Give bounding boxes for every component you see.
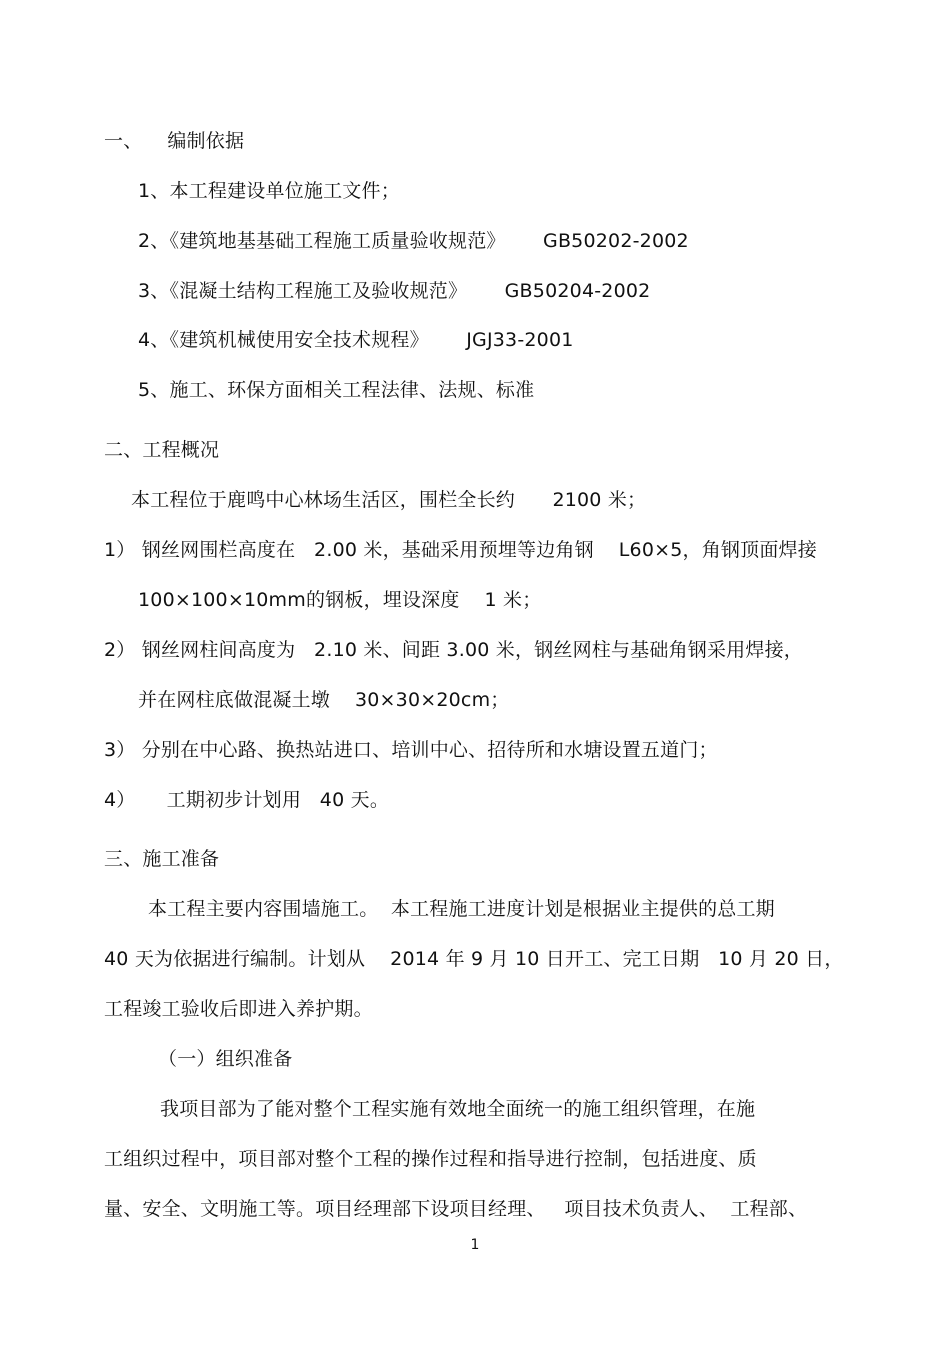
basis-item-5: 5、施工、环保方面相关工程法律、法规、标准 bbox=[138, 379, 535, 401]
preparation-para-line-2: 40 天为依据进行编制。计划从 2014 年 9 月 10 日开工、完工日期 10 月 20 日， bbox=[104, 948, 844, 970]
overview-item-1-cont: 100×100×10mm的钢板，埋设深度 1 米； bbox=[138, 589, 542, 611]
basis-item-2: 2、《建筑地基基础工程施工质量验收规范》 GB50202-2002 bbox=[138, 230, 689, 252]
organization-para-line-1: 我项目部为了能对整个工程实施有效地全面统一的施工组织管理，在施 bbox=[160, 1098, 756, 1120]
overview-item-2: 2） 钢丝网柱间高度为 2.10 米、间距 3.00 米，钢丝网柱与基础角钢采用焊接， bbox=[104, 639, 803, 661]
basis-item-1: 1、本工程建设单位施工文件； bbox=[138, 180, 400, 202]
overview-item-4: 4） 工期初步计划用 40 天。 bbox=[104, 789, 390, 811]
basis-item-3: 3、《混凝土结构工程施工及验收规范》 GB50204-2002 bbox=[138, 280, 651, 302]
overview-item-1: 1） 钢丝网围栏高度在 2.00 米，基础采用预埋等边角钢 L60×5，角钢顶面焊接 bbox=[104, 539, 817, 561]
section-heading-overview: 二、工程概况 bbox=[104, 439, 220, 461]
overview-item-2-cont: 并在网柱底做混凝土墩 30×30×20cm； bbox=[138, 689, 510, 711]
sub-heading-organization: （一）组织准备 bbox=[158, 1048, 293, 1070]
preparation-para-line-3: 工程竣工验收后即进入养护期。 bbox=[104, 998, 373, 1020]
section-heading-preparation: 三、施工准备 bbox=[104, 848, 220, 870]
preparation-para-line-1: 本工程主要内容围墙施工。 本工程施工进度计划是根据业主提供的总工期 bbox=[148, 898, 775, 920]
page-number: 1 bbox=[470, 1237, 480, 1253]
basis-item-4: 4、《建筑机械使用安全技术规程》 JGJ33-2001 bbox=[138, 329, 574, 351]
organization-para-line-2: 工组织过程中，项目部对整个工程的操作过程和指导进行控制，包括进度、质 bbox=[104, 1148, 757, 1170]
organization-para-line-3: 量、安全、文明施工等。项目经理部下设项目经理、 项目技术负责人、 工程部、 bbox=[104, 1198, 808, 1220]
section-heading-basis: 一、 编制依据 bbox=[104, 130, 245, 152]
overview-intro: 本工程位于鹿鸣中心林场生活区，围栏全长约 2100 米； bbox=[131, 489, 647, 511]
overview-item-3: 3） 分别在中心路、换热站进口、培训中心、招待所和水塘设置五道门； bbox=[104, 739, 718, 761]
